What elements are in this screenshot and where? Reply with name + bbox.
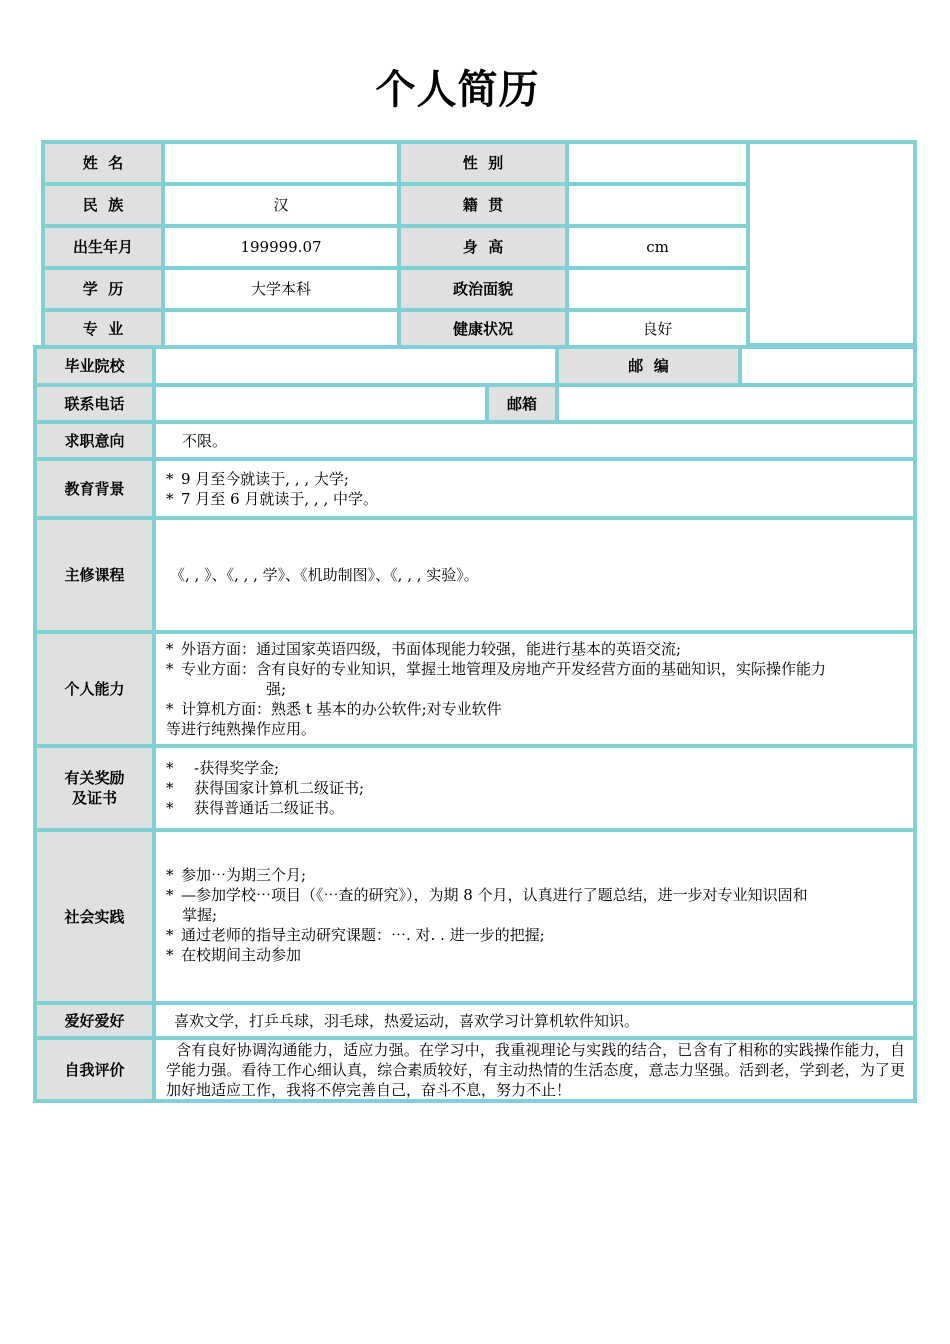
education-background-label: 教育背景 <box>35 459 154 518</box>
birth-label: 出生年月 <box>43 226 163 268</box>
awards-label-line-1: 有关奖励 <box>64 769 125 787</box>
abilities-label: 个人能力 <box>35 632 154 746</box>
self-evaluation-label: 自我评价 <box>35 1038 154 1101</box>
political-status-label: 政治面貌 <box>399 268 567 310</box>
bullet-star-icon: * <box>166 886 174 904</box>
birth-value[interactable]: 199999.07 <box>163 226 399 268</box>
major-value[interactable] <box>163 310 399 347</box>
bullet-star-icon: * <box>166 866 174 884</box>
ability-line: * 外语方面：通过国家英语四级，书面体现能力较强，能进行基本的英语交流; <box>166 640 682 658</box>
photo-area[interactable] <box>748 142 915 345</box>
hobbies-value[interactable] <box>154 1003 915 1038</box>
bullet-star-icon: * <box>166 779 174 797</box>
health-value[interactable]: 良好 <box>567 310 748 347</box>
award-line: * 获得国家计算机二级证书; <box>166 779 365 797</box>
ability-line: * 专业方面：含有良好的专业知识，掌握土地管理及房地产开发经营方面的基础知识，实际操作能力 <box>166 660 827 678</box>
education-background-value[interactable] <box>154 459 915 518</box>
practice-line: * 在校期间主动参加 <box>166 946 302 964</box>
school-label: 毕业院校 <box>35 347 154 385</box>
ability-line: 强; <box>266 680 287 698</box>
self-evaluation-value[interactable] <box>154 1038 915 1101</box>
name-value[interactable] <box>163 142 399 184</box>
courses-value[interactable] <box>154 518 915 632</box>
zip-label: 邮 编 <box>557 347 740 385</box>
social-practice-value[interactable] <box>154 830 915 1003</box>
job-intent-value[interactable] <box>154 422 915 459</box>
school-value[interactable] <box>154 347 557 385</box>
bullet-star-icon: * <box>166 469 174 488</box>
name-label: 姓 名 <box>43 142 163 184</box>
practice-line: * 参加⋯为期三个月; <box>166 866 307 884</box>
nation-value[interactable]: 汉 <box>163 184 399 226</box>
gender-label: 性 别 <box>399 142 567 184</box>
height-label: 身 高 <box>399 226 567 268</box>
awards-value[interactable] <box>154 746 915 830</box>
bullet-star-icon: * <box>166 700 174 718</box>
courses-text: 《, , 》、《, , , 学》、《机助制图》、《, , , 实验》。 <box>170 566 479 584</box>
job-intent-label: 求职意向 <box>35 422 154 459</box>
ability-line: 等进行纯熟操作应用。 <box>166 720 317 738</box>
bullet-star-icon: * <box>166 946 174 964</box>
page-title: 个人简历 <box>375 67 540 113</box>
native-place-label: 籍 贯 <box>399 184 567 226</box>
self-evaluation-text: 含有良好协调沟通能力，适应力强。在学习中，我重视理论与实践的结合，已含有了相称的实践操作能力，自学能力强。看待工作心细认真，综合素质较好，有主动热情的生活态度，意志力坚强。活到老，学到老，为了更加好地适应工作，我将不停完善自己，奋斗不息，努力不止！ <box>166 1041 905 1099</box>
height-value[interactable]: cm <box>567 226 748 268</box>
social-practice-label: 社会实践 <box>35 830 154 1003</box>
practice-line: 掌握; <box>182 906 218 924</box>
phone-label: 联系电话 <box>35 385 154 422</box>
job-intent-text: 不限。 <box>182 431 228 450</box>
gender-value[interactable] <box>567 142 748 184</box>
awards-label <box>35 746 154 830</box>
bullet-star-icon: * <box>166 660 174 678</box>
courses-label: 主修课程 <box>35 518 154 632</box>
award-line: * -获得奖学金; <box>166 759 280 777</box>
award-line: * 获得普通话二级证书。 <box>166 799 345 817</box>
ability-line: * 计算机方面：熟悉 t 基本的办公软件;对专业软件 <box>166 700 502 718</box>
education-level-label: 学 历 <box>43 268 163 310</box>
email-value[interactable] <box>557 385 915 422</box>
major-label: 专 业 <box>43 310 163 347</box>
phone-value[interactable] <box>154 385 487 422</box>
bullet-star-icon: * <box>166 759 174 777</box>
hobbies-label: 爱好爱好 <box>35 1003 154 1038</box>
education-line: * 9 月至今就读于, , , 大学; <box>166 469 349 488</box>
bullet-star-icon: * <box>166 799 174 817</box>
practice-line: * —参加学校⋯项目（《⋯查的研究》），为期 8 个月，认真进行了题总结，进一步对专业知识固和 <box>166 886 808 904</box>
practice-line: * 通过老师的指导主动研究课题：⋯. 对. . 进一步的把握; <box>166 926 545 944</box>
nation-label: 民 族 <box>43 184 163 226</box>
zip-value[interactable] <box>740 347 915 385</box>
awards-label-line-2: 及证书 <box>71 789 117 807</box>
bullet-star-icon: * <box>166 489 174 508</box>
health-label: 健康状况 <box>399 310 567 347</box>
bullet-star-icon: * <box>166 926 174 944</box>
email-label: 邮箱 <box>487 385 557 422</box>
abilities-value[interactable] <box>154 632 915 746</box>
hobbies-text: 喜欢文学，打乒乓球，羽毛球，热爱运动，喜欢学习计算机软件知识。 <box>174 1011 640 1030</box>
political-status-value[interactable] <box>567 268 748 310</box>
education-level-value[interactable]: 大学本科 <box>163 268 399 310</box>
education-line: * 7 月至 6 月就读于, , , 中学。 <box>166 489 379 508</box>
native-place-value[interactable] <box>567 184 748 226</box>
bullet-star-icon: * <box>166 640 174 658</box>
